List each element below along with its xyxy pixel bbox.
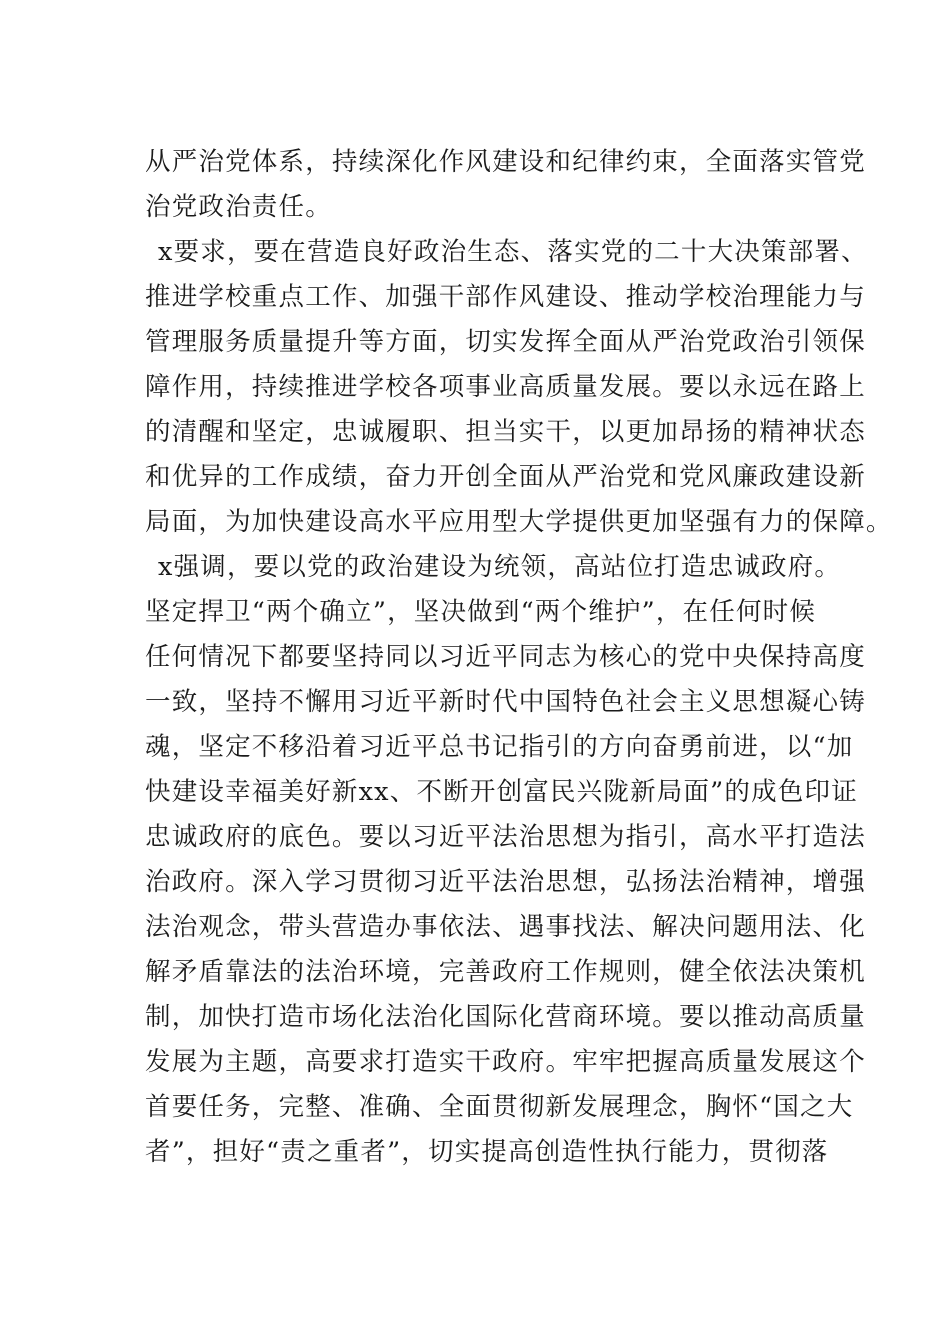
text-line: 一致，坚持不懈用习近平新时代中国特色社会主义思想凝心铸 xyxy=(145,687,866,717)
text-line: 首要任务，完整、准确、全面贯彻新发展理念，胸怀“国之大 xyxy=(145,1092,854,1122)
paragraph-3 xyxy=(145,545,866,1175)
text-line: 障作用，持续推进学校各项事业高质量发展。要以永远在路上 xyxy=(145,372,866,402)
text-line: 治政府。深入学习贯彻习近平法治思想，弘扬法治精神，增强 xyxy=(145,867,866,897)
text-line: 忠诚政府的底色。要以习近平法治思想为指引，高水平打造法 xyxy=(145,822,866,852)
paragraph-2 xyxy=(145,230,893,545)
text-line: 和优异的工作成绩，奋力开创全面从严治党和党风廉政建设新 xyxy=(145,462,866,492)
text-line: 任何情况下都要坚持同以习近平同志为核心的党中央保持高度 xyxy=(145,642,866,672)
text-line: 从严治党体系，持续深化作风建设和纪律约束，全面落实管党 xyxy=(145,147,866,177)
text-line: 局面，为加快建设高水平应用型大学提供更加坚强有力的保障。 xyxy=(145,507,893,537)
document-body xyxy=(145,140,893,1175)
text-line: 治党政治责任。 xyxy=(145,192,332,222)
text-line: 发展为主题，高要求打造实干政府。牢牢把握高质量发展这个 xyxy=(145,1047,866,1077)
text-line: 者”，担好“责之重者”，切实提高创造性执行能力，贯彻落 xyxy=(145,1137,829,1167)
text-line: 快建设幸福美好新xx、不断开创富民兴陇新局面”的成色印证 xyxy=(145,777,858,807)
text-line: 制，加快打造市场化法治化国际化营商环境。要以推动高质量 xyxy=(145,1002,866,1032)
text-line: 坚定捍卫“两个确立”，坚决做到“两个维护”，在任何时候 xyxy=(145,597,817,627)
text-line: x要求，要在营造良好政治生态、落实党的二十大决策部署、 xyxy=(158,237,868,267)
text-line: 的清醒和坚定，忠诚履职、担当实干，以更加昂扬的精神状态 xyxy=(145,417,866,447)
text-line: 法治观念，带头营造办事依法、遇事找法、解决问题用法、化 xyxy=(145,912,866,942)
text-line: 推进学校重点工作、加强干部作风建设、推动学校治理能力与 xyxy=(145,282,866,312)
text-line: 解矛盾靠法的法治环境，完善政府工作规则，健全依法决策机 xyxy=(145,957,866,987)
paragraph-1 xyxy=(145,140,866,230)
text-line: x强调，要以党的政治建设为统领，高站位打造忠诚政府。 xyxy=(158,552,842,582)
text-line: 管理服务质量提升等方面，切实发挥全面从严治党政治引领保 xyxy=(145,327,866,357)
text-line: 魂，坚定不移沿着习近平总书记指引的方向奋勇前进，以“加 xyxy=(145,732,854,762)
